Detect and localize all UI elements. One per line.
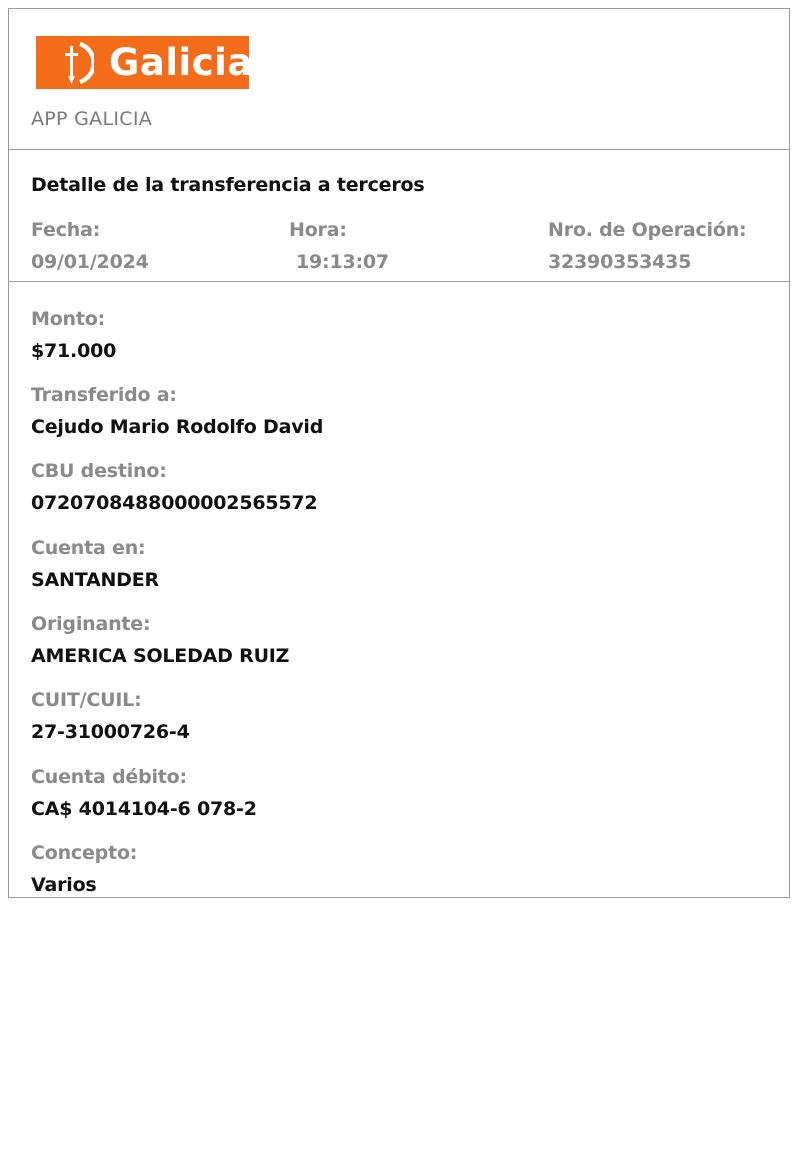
- destination-cbu-label: CBU destino:: [31, 460, 167, 482]
- detail-amount: [31, 307, 116, 363]
- transfer-receipt: [8, 8, 790, 898]
- originator-label: Originante:: [31, 613, 151, 635]
- operation-number-label: Nro. de Operación:: [548, 219, 747, 241]
- detail-concept: [31, 841, 137, 897]
- detail-cuit: [31, 688, 190, 744]
- destination-cbu-value: 0720708488000002565572: [31, 492, 318, 514]
- concept-value: Varios: [31, 874, 97, 896]
- cuit-label: CUIT/CUIL:: [31, 689, 142, 711]
- logo-wordmark: Galicia: [109, 41, 253, 84]
- destination-bank-value: SANTANDER: [31, 569, 159, 591]
- time-value: 19:13:07: [296, 251, 389, 273]
- amount-value: $71.000: [31, 340, 117, 362]
- cuit-value: 27-31000726-4: [31, 721, 190, 743]
- receipt-title: Detalle de la transferencia a terceros: [31, 174, 425, 196]
- time-label: Hora:: [289, 219, 347, 241]
- detail-destination-cbu: [31, 459, 317, 515]
- galicia-logo: [36, 36, 253, 89]
- debit-account-value: CA$ 4014104-6 078-2: [31, 798, 257, 820]
- date-label: Fecha:: [31, 219, 101, 241]
- galicia-emblem-icon: [50, 40, 94, 86]
- receipt-header: [9, 9, 789, 150]
- detail-recipient: [31, 383, 323, 439]
- amount-label: Monto:: [31, 308, 106, 330]
- destination-bank-label: Cuenta en:: [31, 537, 146, 559]
- operation-number-value: 32390353435: [548, 251, 692, 273]
- date-value: 09/01/2024: [31, 251, 149, 273]
- recipient-label: Transferido a:: [31, 384, 177, 406]
- debit-account-label: Cuenta débito:: [31, 766, 187, 788]
- originator-value: AMERICA SOLEDAD RUIZ: [31, 645, 290, 667]
- transfer-summary: [9, 149, 789, 282]
- detail-debit-account: [31, 765, 257, 821]
- detail-originator: [31, 612, 289, 668]
- recipient-value: Cejudo Mario Rodolfo David: [31, 416, 324, 438]
- concept-label: Concepto:: [31, 842, 138, 864]
- detail-destination-bank: [31, 536, 159, 592]
- app-name: APP GALICIA: [31, 108, 153, 130]
